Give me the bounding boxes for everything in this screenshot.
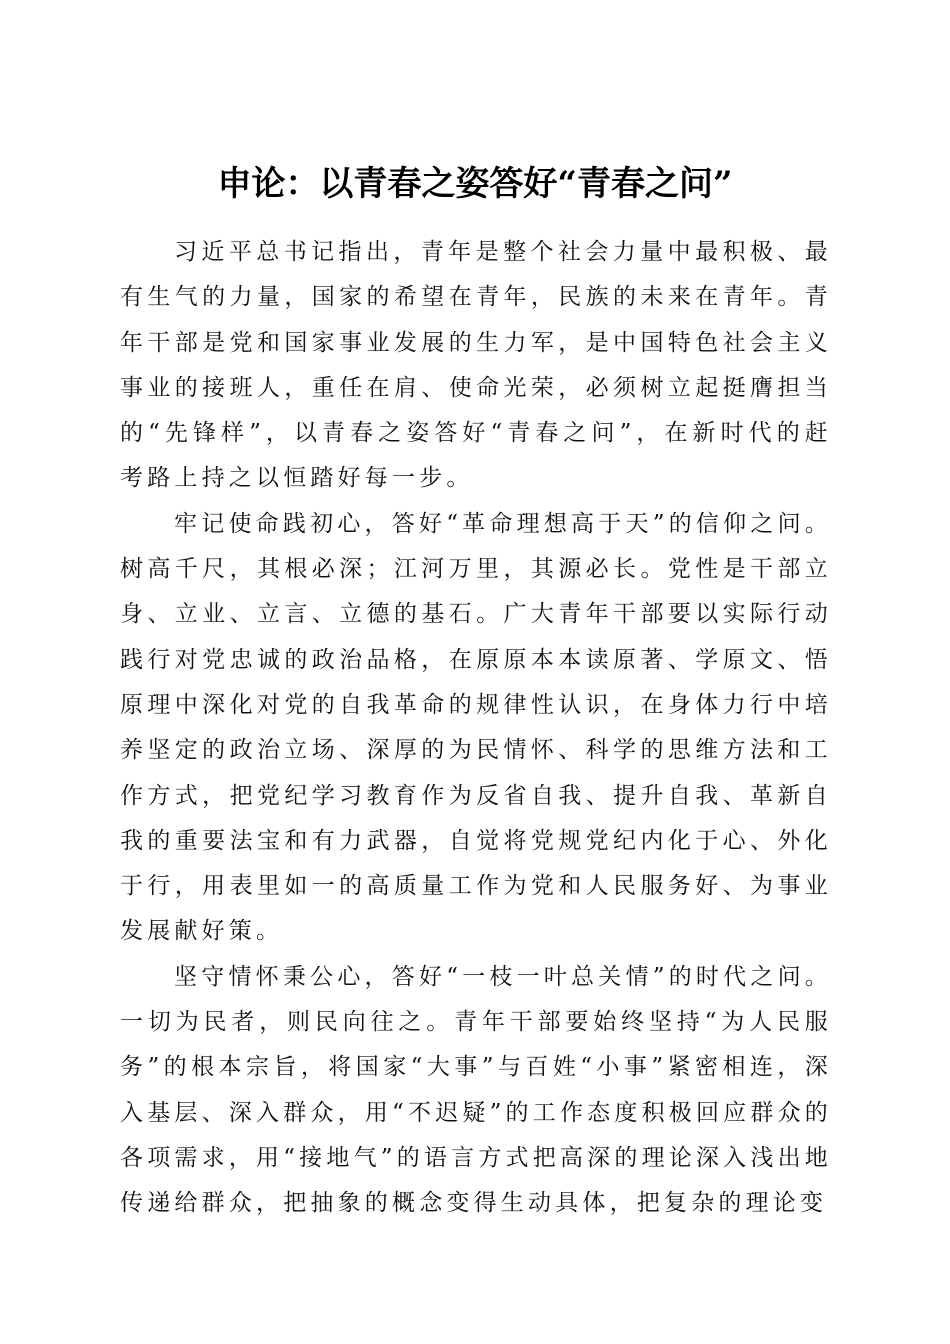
document-title: 申论：以青春之姿答好“青春之问” [217,163,733,204]
paragraph-1: 习近平总书记指出，青年是整个社会力量中最积极、最有生气的力量，国家的希望在青年，民族的未来在青年。青年干部是党和国家事业发展的生力军，是中国特色社会主义事业的接班人，重任在肩、使命光荣，必须树立起挺膺担当的“先锋样”，以青春之姿答好“青春之问”，在新时代的赶考路上持之以恒踏好每一步。 [120,239,832,492]
document-body [120,230,832,1227]
paragraph-3: 坚守情怀秉公心，答好“一枝一叶总关情”的时代之问。一切为民者，则民向往之。青年干部要始终坚持“为人民服务”的根本宗旨，将国家“大事”与百姓“小事”紧密相连，深入基层、深入群众，用“不迟疑”的工作态度积极回应群众的各项需求，用“接地气”的语言方式把高深的理论深入浅出地传递给群众，把抽象的概念变得生动具体，把复杂的理论变 [120,963,832,1217]
paragraph-2: 牢记使命践初心，答好“革命理想高于天”的信仰之问。树高千尺，其根必深；江河万里，其源必长。党性是干部立身、立业、立言、立德的基石。广大青年干部要以实际行动践行对党忠诚的政治品格，在原原本本读原著、学原文、悟原理中深化对党的自我革命的规律性认识，在身体力行中培养坚定的政治立场、深厚的为民情怀、科学的思维方法和工作方式，把党纪学习教育作为反省自我、提升自我、革新自我的重要法宝和有力武器，自觉将党规党纪内化于心、外化于行，用表里如一的高质量工作为党和人民服务好、为事业发展献好策。 [120,510,832,945]
